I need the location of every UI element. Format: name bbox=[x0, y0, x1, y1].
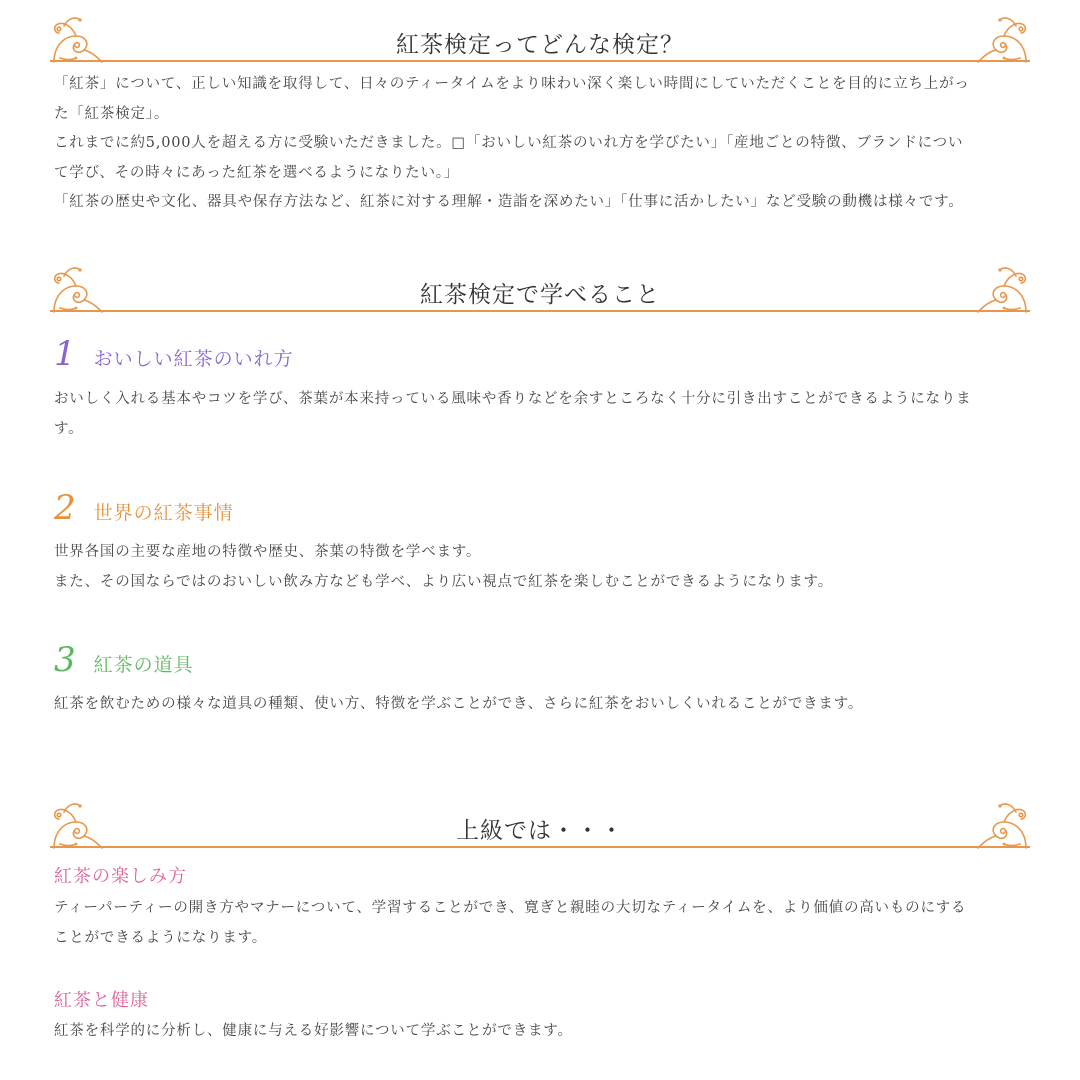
item-number: 1 bbox=[54, 334, 76, 374]
item-title: 世界の紅茶事情 bbox=[93, 502, 234, 524]
divider bbox=[50, 60, 1030, 62]
advanced-subtitle: 紅茶の楽しみ方 bbox=[54, 866, 187, 887]
text-line: て学び、その時々にあった紅茶を選べるようになりたい。」 bbox=[54, 164, 460, 181]
item-number: 2 bbox=[54, 488, 76, 528]
about-paragraph bbox=[54, 70, 1034, 218]
text-line: おいしく入れる基本やコツを学び、茶葉が本来持っている風味や香りなどを余すところなく十分に引き出すことができるようになりま bbox=[54, 391, 972, 407]
ornament-flourish-icon bbox=[974, 262, 1030, 318]
text-line: これまでに約5,000人を超える方に受験いただきました。□「おいしい紅茶のいれ方を学びたい」「産地ごとの特徴、ブランドについ bbox=[54, 135, 964, 151]
item-title: 紅茶の道具 bbox=[93, 654, 194, 676]
section-title: 紅茶検定で学べること bbox=[420, 282, 660, 308]
section-title: 紅茶検定ってどんな検定？ bbox=[396, 32, 684, 58]
item-title: おいしい紅茶のいれ方 bbox=[93, 348, 294, 370]
text-line: 「紅茶の歴史や文化、器具や保存方法など、紅茶に対する理解・造詣を深めたい」「仕事に活かしたい」など受験の動機は様々です。 bbox=[54, 194, 964, 210]
divider bbox=[50, 310, 1030, 312]
advanced-subtitle: 紅茶と健康 bbox=[54, 990, 149, 1011]
section-header-learn bbox=[50, 262, 1030, 318]
text-line: また、その国ならではのおいしい飲み方なども学べ、より広い視点で紅茶を楽しむことができるようになります。 bbox=[54, 573, 833, 590]
text-line: 紅茶を科学的に分析し、健康に与える好影響について学ぶことができます。 bbox=[54, 1023, 573, 1039]
text-line: 世界各国の主要な産地の特徴や歴史、茶葉の特徴を学べます。 bbox=[54, 544, 482, 560]
advanced-description bbox=[54, 894, 1034, 953]
learn-item-heading bbox=[54, 488, 234, 528]
item-number: 3 bbox=[54, 640, 76, 680]
section-title: 上級では・・・ bbox=[456, 818, 624, 844]
ornament-flourish-icon bbox=[974, 12, 1030, 68]
text-line: た「紅茶検定」。 bbox=[54, 105, 170, 122]
text-line: ティーパーティーの開き方やマナーについて、学習することができ、寛ぎと親睦の大切なティータイムを、より価値の高いものにする bbox=[54, 900, 967, 916]
divider bbox=[50, 846, 1030, 848]
advanced-description bbox=[54, 1017, 1034, 1047]
learn-item-description bbox=[54, 385, 1034, 444]
section-header-advanced bbox=[50, 798, 1030, 854]
text-line: す。 bbox=[54, 420, 84, 437]
section-header-about bbox=[50, 12, 1030, 68]
ornament-flourish-icon bbox=[974, 798, 1030, 854]
learn-item-description bbox=[54, 538, 1034, 597]
text-line: 「紅茶」について、正しい知識を取得して、日々のティータイムをより味わい深く楽しい時間にしていただくことを目的に立ち上がっ bbox=[54, 76, 970, 92]
learn-item-heading bbox=[54, 640, 194, 680]
text-line: 紅茶を飲むための様々な道具の種類、使い方、特徴を学ぶことができ、さらに紅茶をおいしくいれることができます。 bbox=[54, 696, 864, 712]
learn-item-description bbox=[54, 690, 1034, 720]
text-line: ことができるようになります。 bbox=[54, 929, 268, 946]
learn-item-heading bbox=[54, 334, 294, 374]
